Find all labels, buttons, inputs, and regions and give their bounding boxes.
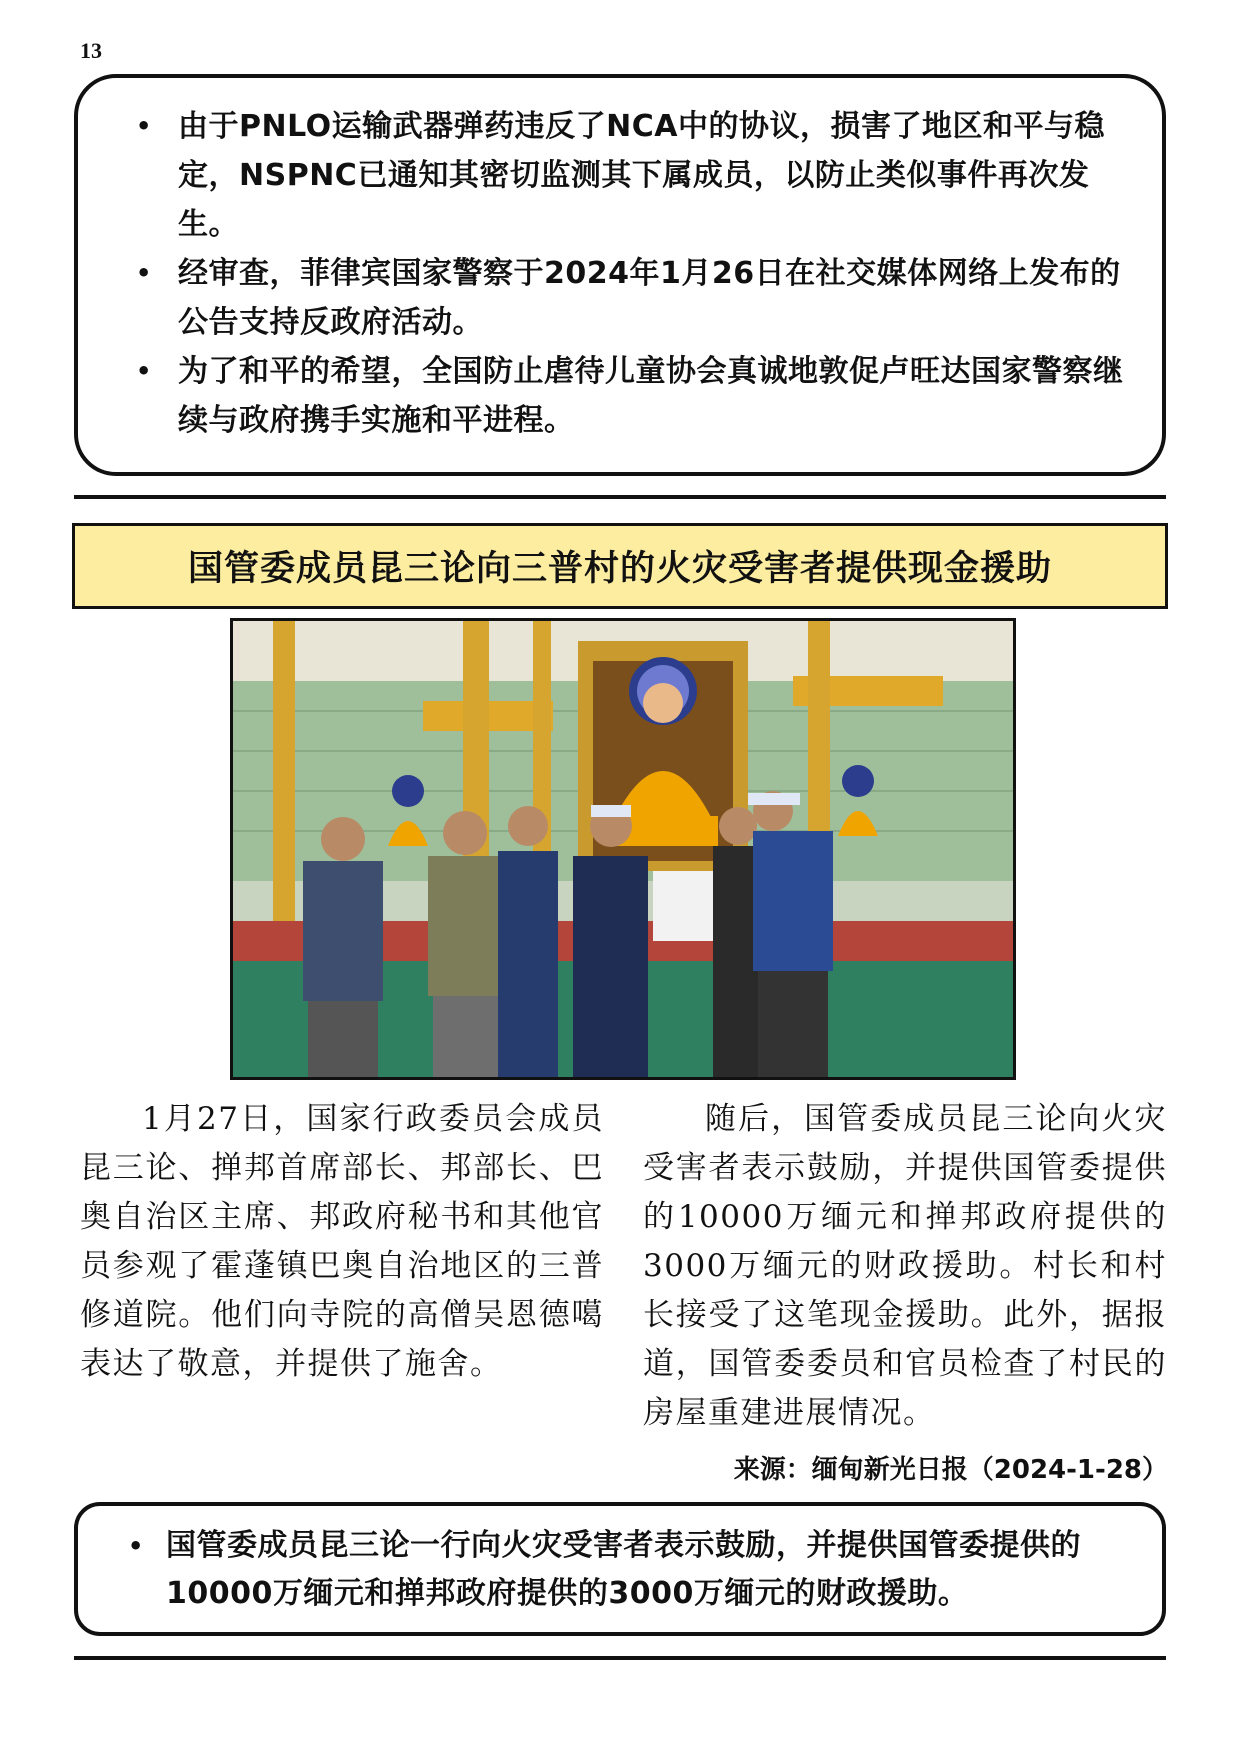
bullet-icon: • <box>136 259 152 287</box>
section-divider <box>74 495 1166 499</box>
article-headline: 国管委成员昆三论向三普村的火灾受害者提供现金援助 <box>72 523 1168 609</box>
summary-bullet-item <box>108 1522 1134 1618</box>
bullet-icon: • <box>136 357 152 385</box>
article-paragraph-right: 随后，国管委成员昆三论向火灾受害者表示鼓励，并提供国管委提供的10000万缅元和掸邦政府提供的3000万缅元的财政援助。村长和村长接受了这笔现金援助。此外，据报道，国管委委员和官员检查了村民的房屋重建进展情况。 <box>643 1101 1167 1431</box>
bullet-icon: • <box>128 1532 144 1560</box>
footer-divider <box>74 1656 1166 1660</box>
bottom-summary-list <box>108 1522 1134 1618</box>
summary-bullet-item <box>116 102 1132 249</box>
page-number: 13 <box>80 38 102 63</box>
summary-bullet-text: 国管委成员昆三论一行向火灾受害者表示鼓励，并提供国管委提供的10000万缅元和掸邦政府提供的3000万缅元的财政援助。 <box>166 1528 1081 1611</box>
bottom-summary-box <box>74 1502 1166 1636</box>
summary-bullet-text: 经审查，菲律宾国家警察于2024年1月26日在社交媒体网络上发布的公告支持反政府活动。 <box>178 256 1121 340</box>
summary-bullet-text: 为了和平的希望，全国防止虐待儿童协会真诚地敦促卢旺达国家警察继续与政府携手实施和平进程。 <box>178 354 1124 438</box>
bullet-icon: • <box>136 112 152 140</box>
summary-bullet-text: 由于PNLO运输武器弹药违反了NCA中的协议，损害了地区和平与稳定，NSPNC已通知其密切监测其下属成员，以防止类似事件再次发生。 <box>178 109 1105 242</box>
article-photo <box>230 618 1016 1080</box>
top-summary-box <box>74 74 1166 476</box>
article-source: 来源：缅甸新光日报（2024-1-28） <box>733 1455 1168 1485</box>
top-summary-list <box>116 102 1132 445</box>
article-paragraph-left: 1月27日，国家行政委员会成员昆三论、掸邦首席部长、邦部长、巴奥自治区主席、邦政府秘书和其他官员参观了霍蓬镇巴奥自治地区的三普修道院。他们向寺院的高僧吴恩德噶表达了敬意，并提供了施舍。 <box>80 1101 604 1382</box>
temple-ceremony-illustration <box>233 621 1013 1077</box>
summary-bullet-item <box>116 249 1132 347</box>
summary-bullet-item <box>116 347 1132 445</box>
